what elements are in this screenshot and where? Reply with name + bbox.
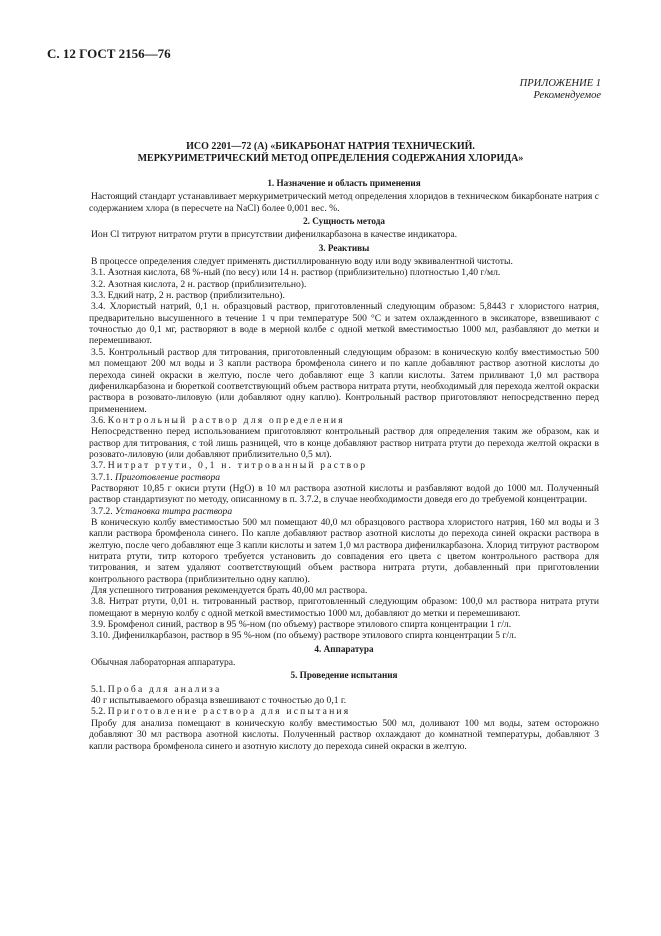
section-3-intro: В процессе определения следует применять дистиллированную воду или воду эквивалентной чистоты.	[91, 256, 513, 268]
item-3-7-heading	[89, 460, 599, 471]
item-3-2: 3.2. Азотная кислота, 2 н. раствор (приблизительно).	[91, 278, 307, 290]
section-4-text: Обычная лабораторная аппаратура.	[91, 657, 236, 669]
title-line-2: МЕРКУРИМЕТРИЧЕСКИЙ МЕТОД ОПРЕДЕЛЕНИЯ СОДЕРЖАНИЯ ХЛОРИДА»	[137, 152, 524, 164]
item-3-9: 3.9. Бромфенол синий, раствор в 95 %-ном (по объему) растворе этилового спирта концентрации 1 г/л.	[91, 619, 512, 631]
item-3-8: 3.8. Нитрат ртути, 0,01 н. титрованный раствор, приготовленный следующим образом: 100,0 мл раствора нитрата ртути помещают в мерную колбу с одной меткой вместимостью 1000 мл, добавляют до метки и перемешивают.	[89, 596, 599, 619]
item-3-7-2-title: Установка титра раствора	[115, 505, 233, 517]
item-3-7-2-heading	[89, 506, 599, 517]
appendix-label: ПРИЛОЖЕНИЕ 1	[519, 78, 601, 89]
item-5-2-number: 5.2.	[91, 706, 106, 718]
item-3-7-title: Нитрат ртути, 0,1 н. титрованный раствор	[107, 460, 368, 472]
item-5-2-text: Пробу для анализа помещают в коническую колбу вместимостью 500 мл, доливают 100 мл воды, затем осторожно добавляют 30 мл раствора азотной кислоты. Полученный раствор охлаждают до комнатной температуры, добавляют 3 капли раствора бромфенола синего и азотную кислоту до перехода синей окраски в желтую.	[89, 717, 599, 752]
item-3-1: 3.1. Азотная кислота, 68 %-ный (по весу) или 14 н. раствор (приблизительно) плотностью 1,40 г/мл.	[91, 267, 501, 279]
item-5-1-text: 40 г испытываемого образца взвешивают с точностью до 0,1 г.	[91, 695, 347, 707]
item-5-2-heading	[89, 706, 599, 717]
item-3-7-2-note: Для успешного титрования рекомендуется брать 40,00 мл раствора.	[91, 585, 368, 597]
item-3-6-title: Контрольный раствор для определения	[107, 414, 345, 426]
item-5-2-title: Приготовление раствора для испытания	[107, 706, 351, 718]
section-1-heading: 1. Назначение и область применения	[267, 178, 421, 188]
page-header: С. 12 ГОСТ 2156—76	[47, 46, 171, 61]
document-body	[89, 176, 599, 752]
item-3-6-heading	[89, 415, 599, 426]
section-5-heading: 5. Проведение испытания	[290, 670, 398, 681]
section-1-text: Настоящий стандарт устанавливает меркуриметрический метод определения хлоридов в техническом бикарбонате натрия с содержанием хлора (в пересчете на NaCl) более 0,001 вес. %.	[89, 191, 599, 214]
item-3-4: 3.4. Хлористый натрий, 0,1 н. образцовый раствор, приготовленный следующим образом: 5,8443 г хлористого натрия, предварительно высушенного в течение 1 ч при температуре 500 °С и затем охлажденного в эксикаторе, взвешивают с точностью до 0,1 мг, растворяют в воде в мерной колбе с одной меткой вместимостью 1000 мл, разбавляют до метки и перемешивают.	[89, 301, 599, 347]
section-3-heading: 3. Реактивы	[318, 242, 370, 253]
item-3-3: 3.3. Едкий натр, 2 н. раствор (приблизительно).	[91, 290, 285, 302]
item-3-5: 3.5. Контрольный раствор для титрования, приготовленный следующим образом: в коническую колбу вместимостью 500 мл помещают 200 мл воды и 3 капли раствора бромфенола синего и по капле добавляют раствор азотной кислоты до перехода синей окраски в желтую, после чего добавляют еще 3 капли кислоты. Затем приливают 1,0 мл раствора дифенилкарбазона и бюреткой соответствующий объем раствора нитрата ртути, необходимый для перехода желтой окраски раствора в розовато-лиловую (или добавляют одну каплю). Контрольный раствор приготовляют непосредственно перед применением.	[89, 346, 599, 415]
item-5-1-number: 5.1.	[91, 683, 106, 695]
section-4-heading: 4. Аппаратура	[314, 643, 374, 654]
item-3-7-2-number: 3.7.2.	[91, 505, 113, 517]
item-3-7-number: 3.7.	[91, 460, 106, 472]
item-3-7-1-heading	[89, 472, 599, 483]
section-2-text: Ион Cl титруют нитратом ртути в присутствии дифенилкарбазона в качестве индикатора.	[91, 229, 458, 241]
section-2-heading: 2. Сущность метода	[303, 216, 385, 227]
document-title	[60, 141, 601, 164]
item-5-1-heading	[89, 684, 599, 695]
item-3-7-1-text: Растворяют 10,85 г окиси ртути (HgO) в 10 мл раствора азотной кислоты и разбавляют водой до 1000 мл. Полученный раствор стандартизуют по методу, описанному в п. 3.7.2, в случае необходимости доведя его до требуемой концентрации.	[89, 482, 599, 506]
appendix-block	[520, 78, 601, 102]
item-3-7-2-text: В коническую колбу вместимостью 500 мл помещают 40,0 мл образцового раствора хлористого натрия, 160 мл воды и 3 капли раствора бромфенола синего. По капле добавляют раствор азотной кислоты до перехода синей окраски раствора в желтую, после чего добавляют еще 3 капли кислоты и затем 1,0 мл раствора дифенилкарбазона. Хлорид титруют раствором нитрата ртути, титр которого требуется установить до совпадения его цвета с цветом контрольного раствора для титрования, и затем удаляют соответствующий объем раствора нитрата ртути, добавленный при приготовлении контрольного раствора (приблизительно одну каплю).	[89, 516, 599, 585]
title-line-1: ИСО 2201—72 (А) «БИКАРБОНАТ НАТРИЯ ТЕХНИЧЕСКИЙ.	[186, 141, 475, 152]
item-3-7-1-number: 3.7.1.	[91, 471, 113, 483]
item-3-7-1-title: Приготовление раствора	[115, 471, 221, 483]
item-3-6-number: 3.6.	[91, 414, 106, 426]
item-3-10: 3.10. Дифенилкарбазон, раствор в 95 %-ном (по объему) растворе этилового спирта концентрации 5 г/л.	[91, 630, 517, 642]
item-5-1-title: Проба для анализа	[107, 683, 222, 695]
item-3-6-text: Непосредственно перед использованием приготовляют контрольный раствор для определения таким же образом, как и раствор для титрования, с той лишь разницей, что в конце добавляют раствор нитрата ртути до перехода желтой окраски в розовато-лиловую (или добавляют приблизительно 0,5 мл).	[89, 426, 599, 460]
appendix-note: Рекомендуемое	[533, 90, 601, 101]
